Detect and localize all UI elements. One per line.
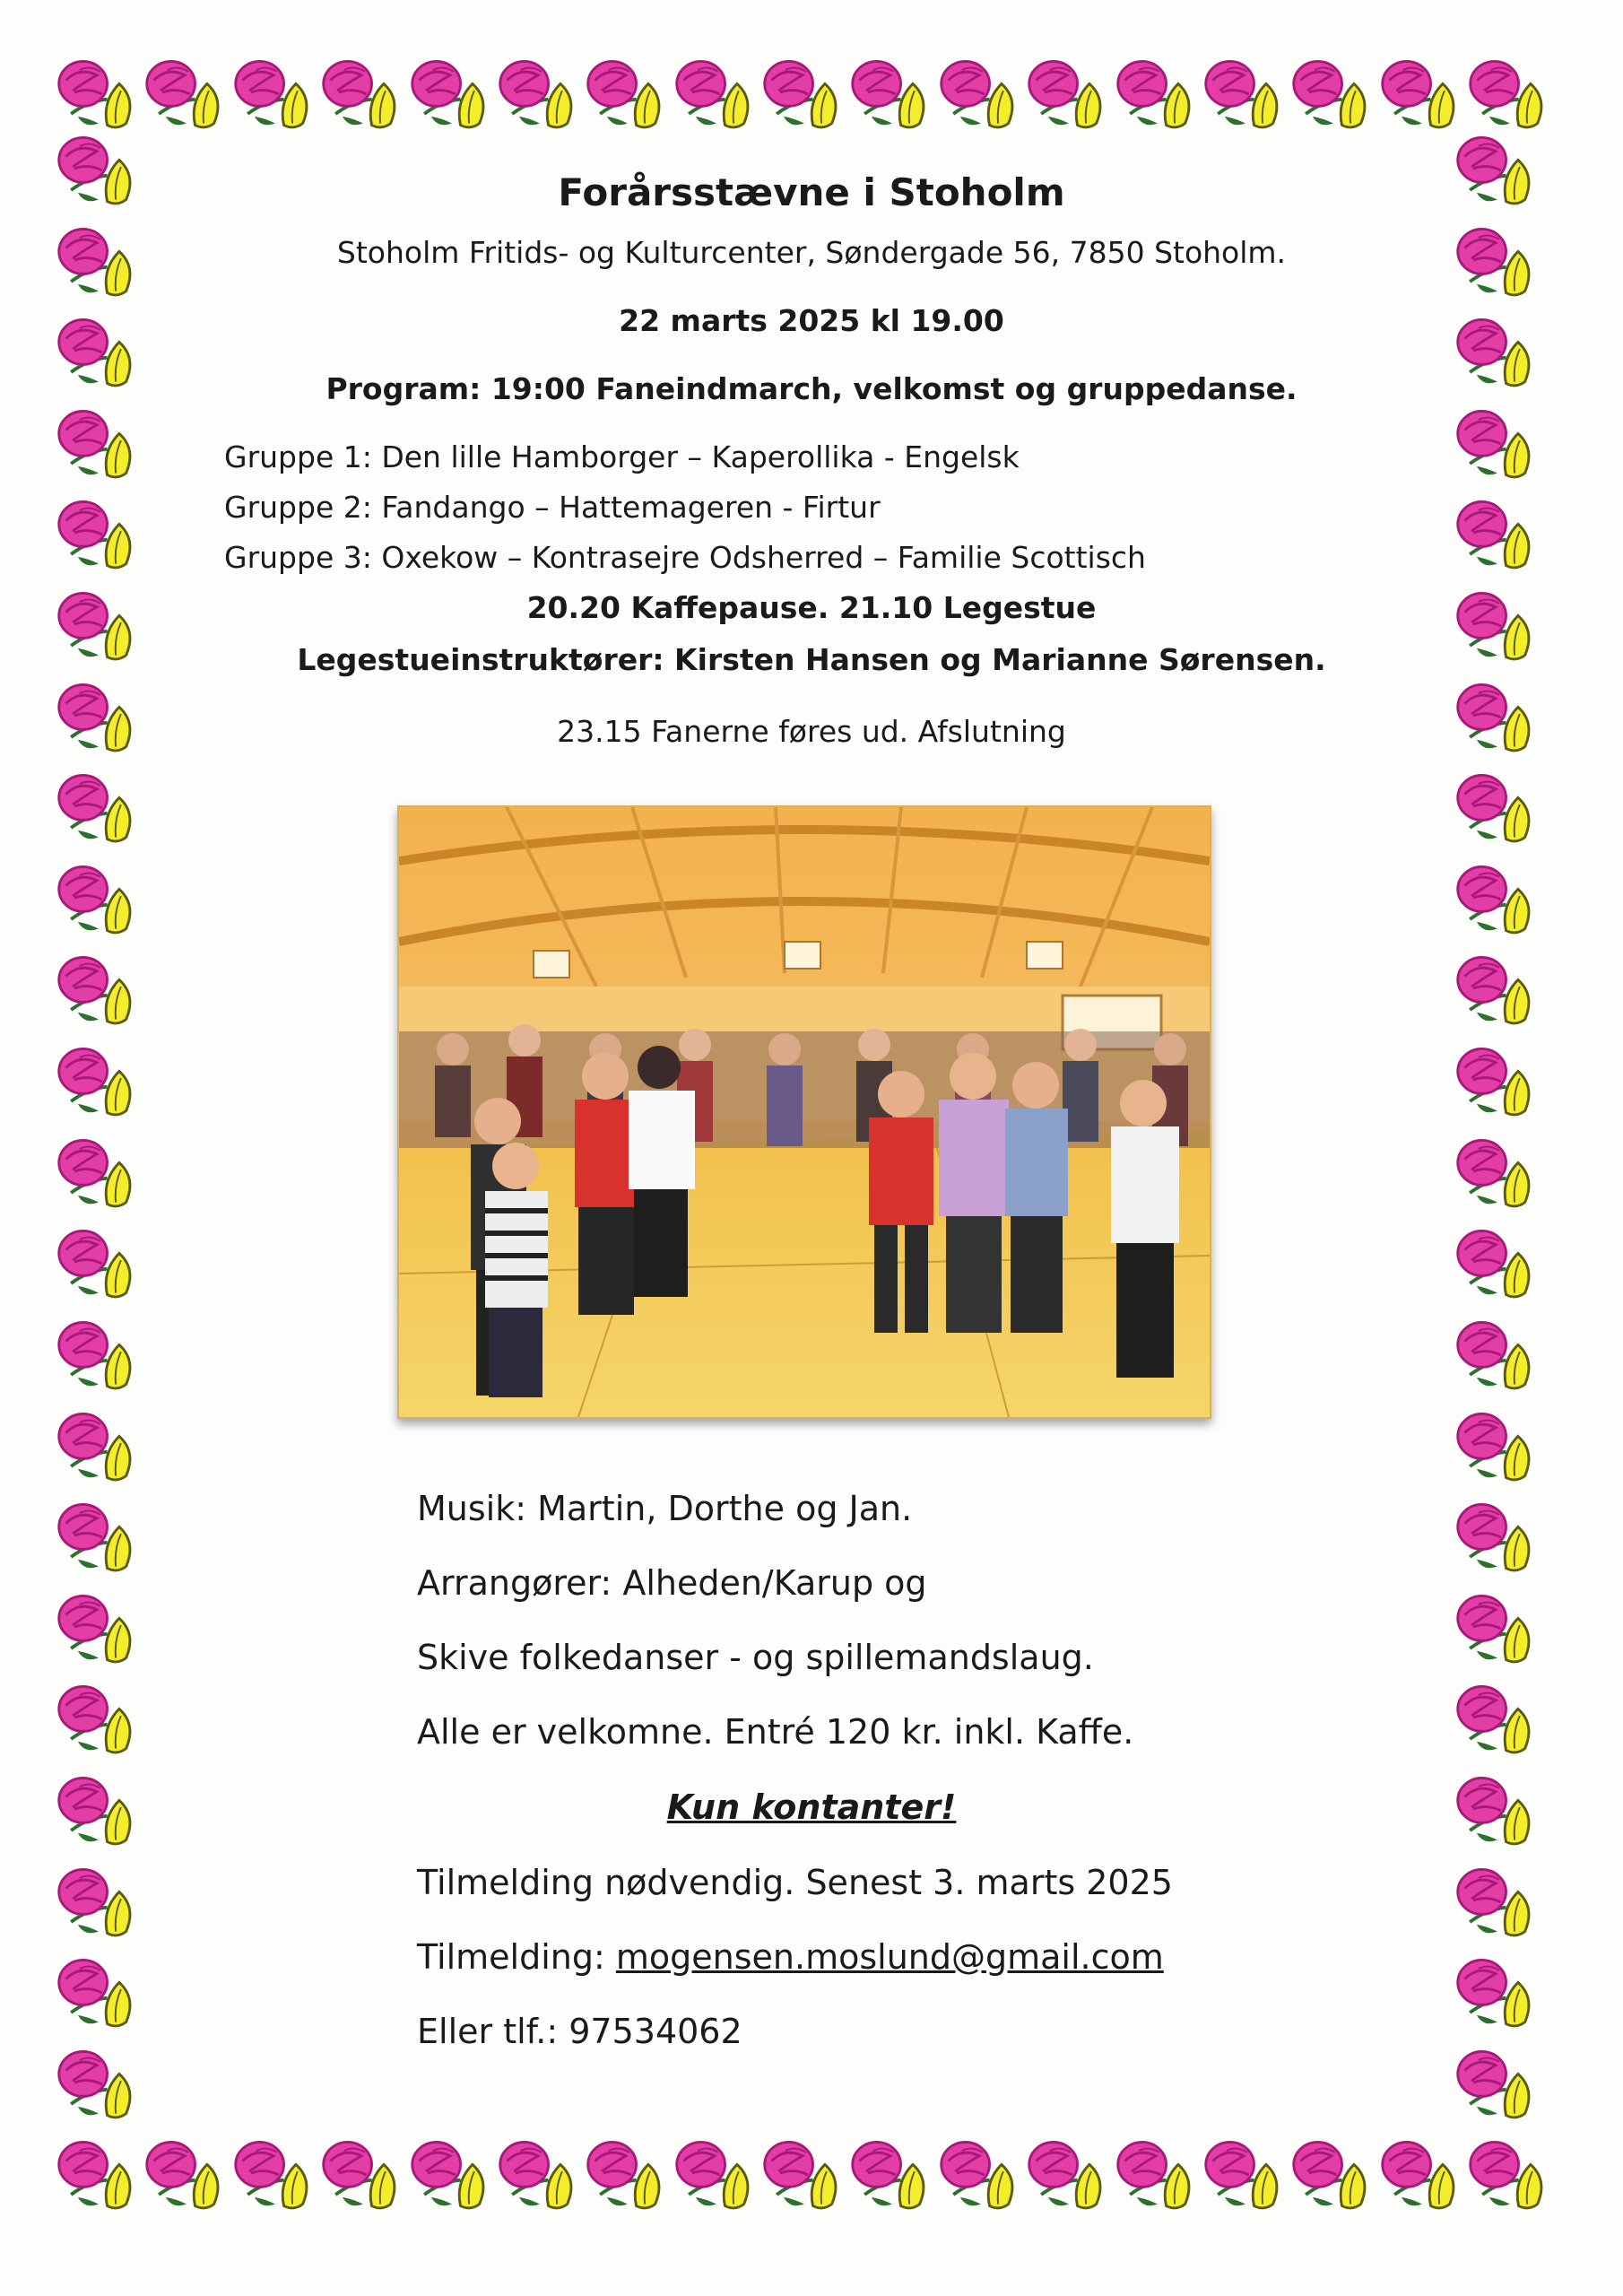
venue-address: Stoholm Fritids- og Kulturcenter, Søndergade 56, 7850 Stoholm. bbox=[336, 235, 1287, 270]
group-2: Gruppe 2: Fandango – Hattemageren - Firtur bbox=[224, 490, 881, 525]
phone: Eller tlf.: 97534062 bbox=[417, 2012, 742, 2051]
organizers-line-2: Skive folkedanser - og spillemandslaug. bbox=[417, 1638, 1094, 1677]
registration-label: Tilmelding: bbox=[417, 1937, 616, 1977]
organizers-line-1: Arrangører: Alheden/Karup og bbox=[417, 1563, 927, 1603]
event-date: 22 marts 2025 kl 19.00 bbox=[619, 303, 1004, 338]
instructors: Legestueinstruktører: Kirsten Hansen og Marianne Sørensen. bbox=[297, 642, 1326, 677]
music: Musik: Martin, Dorthe og Jan. bbox=[417, 1489, 913, 1528]
group-1: Gruppe 1: Den lille Hamborger – Kaperollika - Engelsk bbox=[224, 439, 1020, 474]
coffee-break: 20.20 Kaffepause. 21.10 Legestue bbox=[526, 590, 1097, 625]
email-link[interactable]: mogensen.moslund@gmail.com bbox=[615, 1937, 1164, 1977]
registration-contact bbox=[417, 1937, 1164, 1977]
cash-only-notice: Kun kontanter! bbox=[666, 1787, 957, 1827]
registration-deadline: Tilmelding nødvendig. Senest 3. marts 2025 bbox=[417, 1863, 1173, 1902]
dance-hall-photo bbox=[397, 805, 1211, 1419]
group-3: Gruppe 3: Oxekow – Kontrasejre Odsherred – Familie Scottisch bbox=[224, 540, 1146, 575]
program-intro: Program: 19:00 Faneindmarch, velkomst og gruppedanse. bbox=[325, 371, 1298, 406]
closing: 23.15 Fanerne føres ud. Afslutning bbox=[557, 714, 1066, 749]
entry-info: Alle er velkomne. Entré 120 kr. inkl. Kaffe. bbox=[417, 1712, 1134, 1752]
page-title: Forårsstævne i Stoholm bbox=[558, 170, 1065, 214]
